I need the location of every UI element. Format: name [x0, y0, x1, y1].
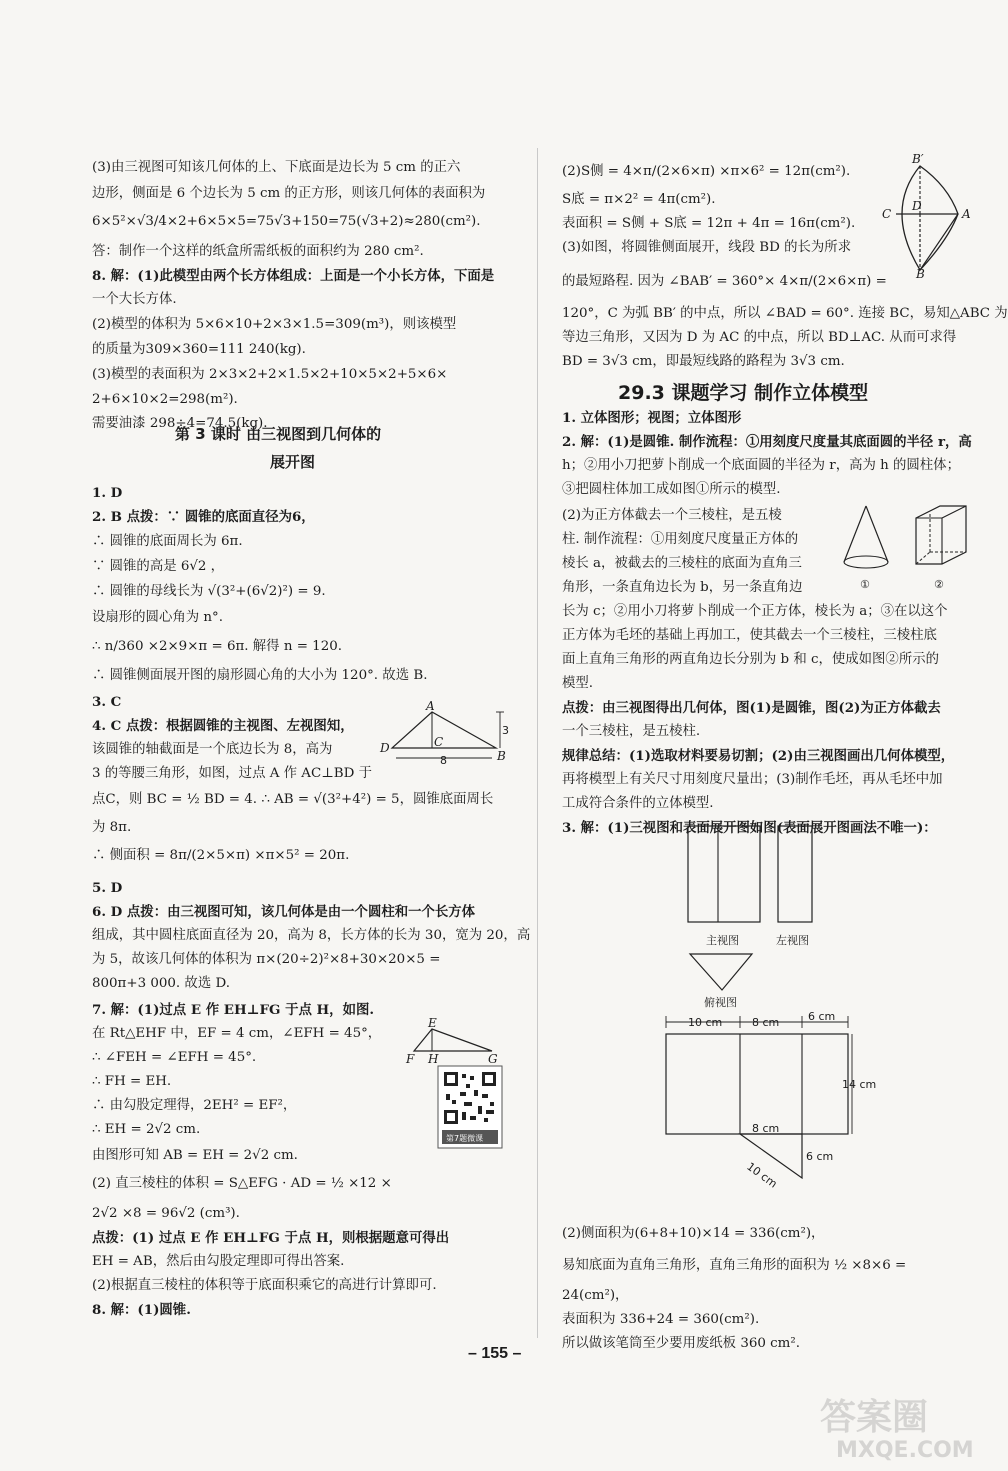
left-line: ∴ 圆锥的底面周长为 6π. [92, 534, 243, 549]
left-line: ∴ n/360 ×2×9×π = 6π. 解得 n = 120. [92, 639, 343, 654]
label-front-view: 主视图 [706, 934, 739, 947]
left-line: 为 5，故该几何体的体积为 π×(20÷2)²×8+30×20×5 = [92, 952, 441, 967]
label-a: A [962, 207, 971, 221]
right-line: 120°，C 为弧 BB′ 的中点，所以 ∠BAD = 60°. 连接 BC，易知△ABC 为 [562, 306, 1008, 321]
left-line: 8. 解：(1)此模型由两个长方体组成：上面是一个小长方体，下面是 [92, 268, 495, 284]
label-left-view: 左视图 [776, 934, 809, 947]
right-line: 1. 立体图形；视图；立体图形 [562, 410, 742, 426]
left-line: 3. C [92, 694, 122, 710]
right-line: BD = 3√3 cm，即最短线路的路程为 3√3 cm. [562, 354, 845, 369]
left-line: 4. C 点拨：根据圆锥的主视图、左视图知， [92, 718, 354, 734]
right-line: 长为 c；②用小刀将萝卜削成一个正方体，棱长为 a；③在以这个 [562, 604, 948, 619]
triangle-abd [392, 712, 496, 748]
left-line: 边形，侧面是 6 个边长为 5 cm 的正方形，则该几何体的表面积为 [92, 186, 486, 201]
dim-6cm-top: 6 cm [808, 1010, 836, 1023]
top-view [690, 954, 752, 990]
left-line: 由图形可知 AB = EH = 2√2 cm. [92, 1148, 298, 1163]
left-line: (2)根据直三棱柱的体积等于底面积乘它的高进行计算即可. [92, 1278, 437, 1293]
label-b: B [916, 267, 925, 281]
watermark-logo: 答案圈 [820, 1397, 929, 1438]
left-line: 2√2 ×8 = 96√2 (cm³). [92, 1206, 240, 1221]
label-b-prime: B′ [912, 152, 924, 166]
left-line: 8. 解：(1)圆锥. [92, 1302, 191, 1318]
left-line: 800π+3 000. 故选 D. [92, 976, 230, 991]
left-line: 设扇形的圆心角为 n°. [92, 610, 223, 625]
right-line: (2)S侧 = 4×π/(2×6×π) ×π×6² = 12π(cm²). [562, 164, 851, 179]
left-line: 3 的等腰三角形，如图，过点 A 作 AC⊥BD 于 [92, 766, 373, 781]
label-model-1: ① [860, 578, 870, 591]
label-c: C [434, 735, 444, 749]
left-line: ∴ EH = 2√2 cm. [92, 1122, 201, 1137]
label-d: D [380, 741, 390, 755]
label-model-2: ② [934, 578, 944, 591]
net-rectangle [666, 1034, 848, 1134]
left-line: 1. D [92, 485, 123, 501]
right-line: 2. 解：(1)是圆锥. 制作流程：①用刻度尺度量其底面圆的半径 r，高 [562, 434, 972, 450]
left-line: 点C，则 BC = ½ BD = 4. ∴ AB = √(3²+4²) = 5，圆锥底面周长 [92, 792, 494, 807]
left-line: 一个大长方体. [92, 292, 177, 307]
dim-14cm: 14 cm [842, 1078, 877, 1091]
label-c: C [882, 207, 892, 221]
label-3: 3 [502, 724, 509, 737]
right-line: 表面积为 336+24 = 360(cm²). [562, 1312, 760, 1327]
left-view [778, 826, 812, 922]
right-line: 一个三棱柱，是五棱柱. [562, 724, 701, 739]
q4-triangle-figure [378, 700, 508, 768]
right-line: 规律总结：(1)选取材料要易切割；(2)由三视图画出几何体模型， [562, 748, 955, 764]
qr-code[interactable] [438, 1066, 502, 1148]
right-line: 易知底面为直角三角形，直角三角形的面积为 ½ ×8×6 = [562, 1258, 907, 1273]
right-line: 模型. [562, 676, 594, 691]
lesson-title-line1: 第 3 课时 由三视图到几何体的 [175, 425, 382, 443]
left-line: 2. B 点拨：∵ 圆锥的底面直径为6， [92, 509, 315, 525]
left-line: ∴ 由勾股定理得，2EH² = EF²， [92, 1098, 297, 1113]
left-line: 点拨：(1) 过点 E 作 EH⊥FG 于点 H，则根据题意可得出 [92, 1230, 450, 1246]
right-line: 正方体为毛坯的基础上再加工，使其截去一个三棱柱，三棱柱底 [562, 628, 937, 643]
right-line: (2)侧面积为(6+8+10)×14 = 336(cm²)， [562, 1226, 825, 1241]
left-line: (2)模型的体积为 5×6×10+2×3×1.5=309(m³)，则该模型 [92, 317, 457, 332]
left-line: 该圆锥的轴截面是一个底边长为 8，高为 [92, 742, 333, 757]
right-line: 工成符合条件的立体模型. [562, 796, 714, 811]
dim-8cm-base: 8 cm [752, 1122, 780, 1135]
label-e: E [428, 1016, 437, 1030]
right-line: 24(cm²)， [562, 1288, 629, 1303]
right-line: h；②用小刀把萝卜削成一个底面圆的半径为 r，高为 h 的圆柱体； [562, 458, 960, 473]
left-line: ∴ 圆锥侧面展开图的扇形圆心角的大小为 120°. 故选 B. [92, 668, 428, 683]
left-line: ∴ 侧面积 = 8π/(2×5×π) ×π×5² = 20π. [92, 848, 350, 863]
qr-caption: 第7题微课 [446, 1134, 484, 1143]
left-line: ∴ ∠FEH = ∠EFH = 45°. [92, 1050, 257, 1065]
three-views-figure [680, 822, 850, 1012]
left-line: ∴ 圆锥的母线长为 √(3²+(6√2)²) = 9. [92, 584, 326, 599]
surface-net-figure [654, 1008, 884, 1191]
label-a: A [426, 699, 435, 713]
q2-models-figure [838, 500, 978, 596]
left-line: 需要油漆 298÷4=74.5(kg). [92, 416, 268, 431]
right-line: ③把圆柱体加工成如图①所示的模型. [562, 482, 781, 497]
left-line: 在 Rt△EHF 中，EF = 4 cm，∠EFH = 45°， [92, 1026, 382, 1041]
right-line: 棱长 a，被截去的三棱柱的底面为直角三 [562, 556, 802, 571]
left-line: 2+6×10×2=298(m²). [92, 392, 238, 407]
left-line: (3)模型的表面积为 2×3×2+2×1.5×2+10×5×2+5×6× [92, 367, 448, 382]
right-line: S底 = π×2² = 4π(cm²). [562, 192, 716, 207]
front-view [688, 826, 760, 922]
left-line: 组成，其中圆柱底面直径为 20，高为 8，长方体的长为 30，宽为 20，高 [92, 928, 531, 943]
cone-sector-figure [876, 150, 976, 281]
left-line: 的质量为309×360=111 240(kg). [92, 342, 306, 357]
right-line: 3. 解：(1)三视图和表面展开图如图(表面展开图画法不唯一)： [562, 820, 937, 836]
lesson-title-line2: 展开图 [270, 453, 316, 471]
page-number: – 155 – [468, 1345, 522, 1362]
dim-6cm-right: 6 cm [806, 1150, 834, 1163]
right-line: 所以做该笔筒至少要用废纸板 360 cm². [562, 1336, 800, 1351]
right-line: 的最短路程. 因为 ∠BAB′ = 360°× 4×π/(2×6×π) = [562, 274, 887, 289]
left-line: (2) 直三棱柱的体积 = S△EFG · AD = ½ ×12 × [92, 1176, 392, 1191]
q7-triangle-figure [404, 1015, 504, 1067]
dim-10cm-top: 10 cm [688, 1016, 723, 1029]
dim-10cm-slant: 10 cm [744, 1159, 780, 1191]
label-8: 8 [440, 754, 447, 767]
left-line: 答：制作一个这样的纸盒所需纸板的面积约为 280 cm². [92, 244, 424, 259]
label-b: B [497, 749, 506, 763]
right-line: 柱. 制作流程：①用刻度尺度量正方体的 [562, 532, 799, 547]
dim-8cm-top: 8 cm [752, 1016, 780, 1029]
cone-model [844, 506, 888, 568]
right-line: 点拨：由三视图得出几何体，图(1)是圆锥，图(2)为正方体截去 [562, 700, 941, 716]
triangle-efg [414, 1029, 492, 1051]
label-d: D [912, 199, 922, 213]
left-line: 7. 解：(1)过点 E 作 EH⊥FG 于点 H，如图. [92, 1002, 375, 1018]
label-g: G [488, 1052, 498, 1066]
watermark-url: MXQE.COM [836, 1438, 974, 1463]
right-line: 角形，一条直角边长为 b，另一条直角边 [562, 580, 803, 595]
left-line: 为 8π. [92, 820, 132, 835]
column-divider [537, 148, 538, 1338]
left-line: 6×5²×√3/4×2+6×5×5=75√3+150=75(√3+2)≈280(cm²). [92, 214, 481, 229]
left-line: ∴ FH = EH. [92, 1074, 172, 1089]
right-line: (3)如图，将圆锥侧面展开，线段 BD 的长为所求 [562, 240, 852, 255]
prism-model [916, 506, 966, 564]
left-line: EH = AB，然后由勾股定理即可得出答案. [92, 1254, 345, 1269]
label-h: H [428, 1052, 439, 1066]
left-line: ∵ 圆锥的高是 6√2 ， [92, 559, 225, 574]
left-line: (3)由三视图可知该几何体的上、下底面是边长为 5 cm 的正六 [92, 160, 461, 175]
label-f: F [406, 1052, 415, 1066]
section-title: 29.3 课题学习 制作立体模型 [618, 382, 869, 404]
right-line: 等边三角形，又因为 D 为 AC 的中点，所以 BD⊥AC. 从而可求得 [562, 330, 957, 345]
left-line: 6. D 点拨：由三视图可知，该几何体是由一个圆柱和一个长方体 [92, 904, 476, 920]
left-line: 5. D [92, 880, 123, 896]
label-top-view: 俯视图 [704, 996, 737, 1009]
right-line: 表面积 = S侧 + S底 = 12π + 4π = 16π(cm²). [562, 216, 856, 231]
right-line: 再将模型上有关尺寸用刻度尺量出；(3)制作毛坯，再从毛坯中加 [562, 772, 943, 787]
right-line: (2)为正方体截去一个三棱柱，是五棱 [562, 508, 782, 523]
right-line: 面上直角三角形的两直角边长分别为 b 和 c，使成如图②所示的 [562, 652, 939, 667]
